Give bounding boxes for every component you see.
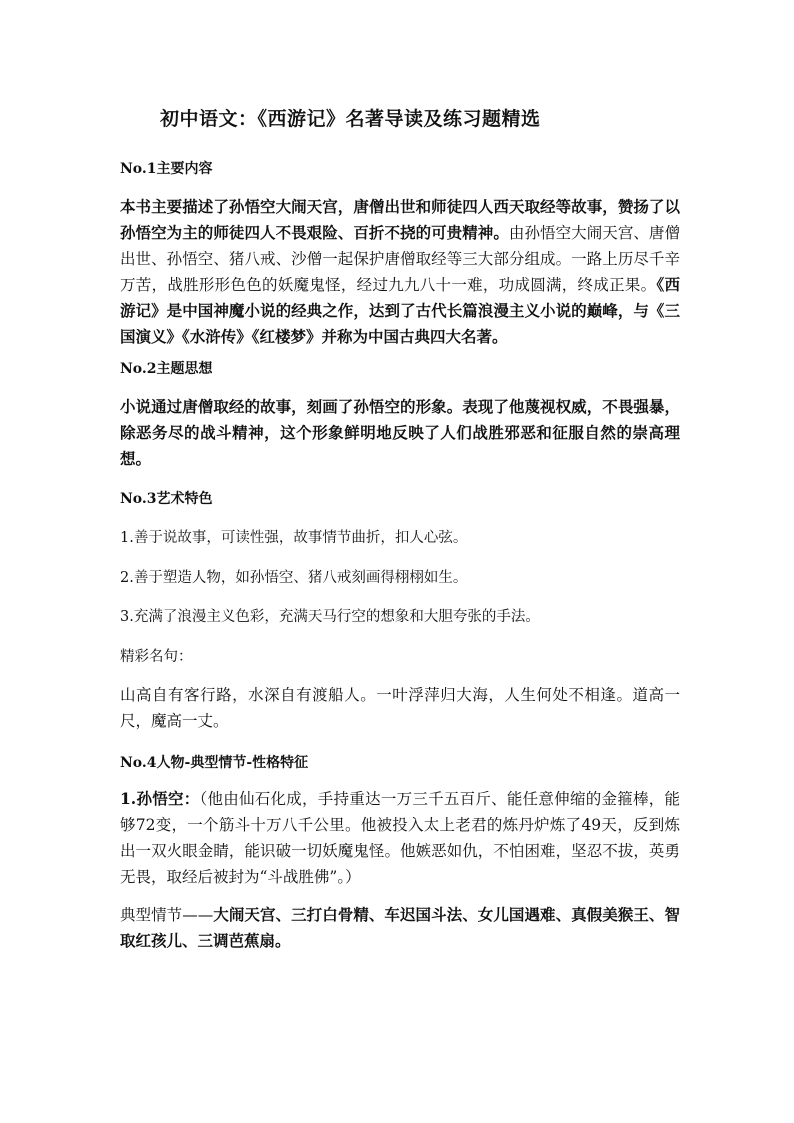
document-title: 初中语文：《西游记》名著导读及练习题精选 bbox=[160, 108, 541, 130]
plots-label: 典型情节—— bbox=[120, 906, 214, 924]
quote-label: 精彩名句： bbox=[120, 649, 193, 665]
section-heading-content: No.1主要内容 bbox=[120, 161, 213, 177]
plots-list: 大闹天宫、三打白骨精、车迟国斗法、女儿国遇难、真假美猴王、智取红孩儿、三调芭蕉扇。 bbox=[120, 905, 680, 950]
art-feature-item: 2.善于塑造人物，如孙悟空、猪八戒刻画得栩栩如生。 bbox=[120, 570, 468, 586]
section-heading-art: No.3艺术特色 bbox=[120, 491, 213, 507]
art-feature-item: 1.善于说故事，可读性强，故事情节曲折，扣人心弦。 bbox=[120, 530, 468, 546]
section-heading-theme: No.2主题思想 bbox=[120, 361, 213, 377]
content-bold-text: 本书主要描述了孙悟空大闹天宫，唐僧出世和师徒四人西天取经等故事，赞扬了以孙悟空为主的师徒四人不畏艰险、百折不挠的可贵精神。 bbox=[120, 197, 680, 242]
plots-paragraph bbox=[120, 902, 680, 954]
section-theme-paragraph: 小说通过唐僧取经的故事，刻画了孙悟空的形象。表现了他蔑视权威，不畏强暴，除恶务尽的战斗精神，这个形象鲜明地反映了人们战胜邪恶和征服自然的崇高理想。 bbox=[120, 397, 680, 468]
character-paragraph bbox=[120, 786, 680, 890]
content-normal-text: 由孙悟空大闹天宫、唐僧出世、孙悟空、猪八戒、沙僧一起保护唐僧取经等三大部分组成。一路上历尽千辛万苦，战胜形形色色的妖魔鬼怪，经过九九八十一难，功成圆满，终成正果。 bbox=[120, 224, 680, 294]
famous-quote-paragraph: 山高自有客行路，水深自有渡船人。一叶浮萍归大海，人生何处不相逢。道高一尺，魔高一丈。 bbox=[120, 686, 680, 730]
content-bold-text-2: 《西游记》是中国神魔小说的经典之作，达到了古代长篇浪漫主义小说的巅峰，与《三国演义》《水浒传》《红楼梦》并称为中国古典四大名著。 bbox=[120, 275, 680, 346]
section-content-paragraph bbox=[120, 194, 680, 350]
character-name: 1.孙悟空： bbox=[120, 789, 200, 808]
character-description: （他由仙石化成，手持重达一万三千五百斤、能任意伸缩的金箍棒，能够72变，一个筋斗十万八千公里。他被投入太上老君的炼丹炉炼了49天，反到炼出一双火眼金睛，能识破一切妖魔鬼怪。他嫉恶如仇，不怕困难，坚忍不拔，英勇无畏，取经后被封为“斗战胜佛”。） bbox=[120, 790, 680, 886]
art-feature-item: 3.充满了浪漫主义色彩，充满天马行空的想象和大胆夸张的手法。 bbox=[120, 609, 540, 625]
section-heading-characters: No.4人物-典型情节-性格特征 bbox=[120, 755, 309, 771]
